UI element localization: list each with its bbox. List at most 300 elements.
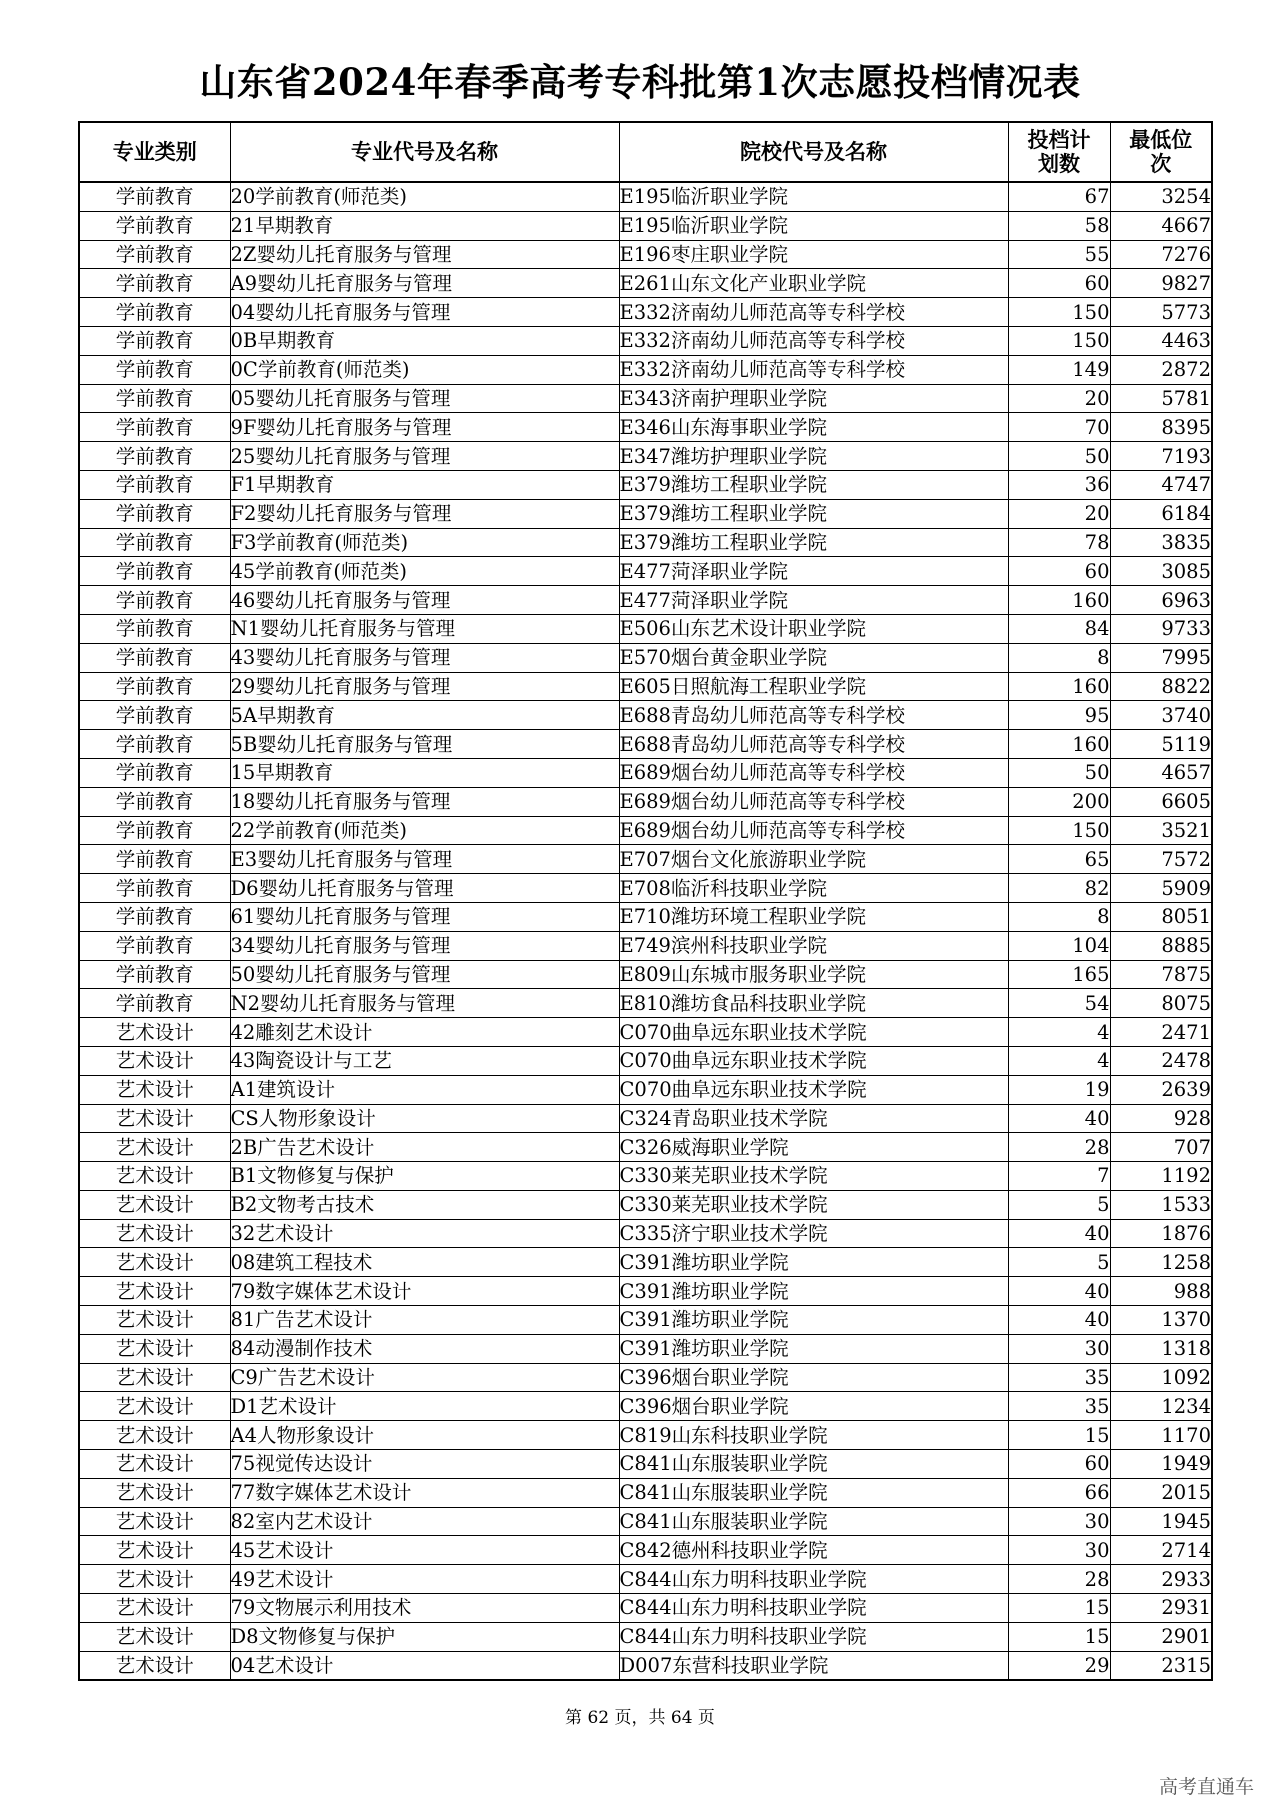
school-cell: C330莱芜职业技术学院 bbox=[619, 1190, 1008, 1219]
major-cell: 08建筑工程技术 bbox=[230, 1248, 619, 1277]
plan-count-cell: 60 bbox=[1008, 1450, 1110, 1479]
min-rank-cell: 1876 bbox=[1110, 1219, 1212, 1248]
plan-count-cell: 165 bbox=[1008, 960, 1110, 989]
school-cell: E605日照航海工程职业学院 bbox=[619, 672, 1008, 701]
major-cell: 25婴幼儿托育服务与管理 bbox=[230, 442, 619, 471]
major-cell: D8文物修复与保护 bbox=[230, 1622, 619, 1651]
major-cell: 79文物展示利用技术 bbox=[230, 1594, 619, 1623]
min-rank-cell: 5781 bbox=[1110, 384, 1212, 413]
category-cell: 学前教育 bbox=[79, 902, 230, 931]
major-cell: 82室内艺术设计 bbox=[230, 1507, 619, 1536]
plan-count-cell: 55 bbox=[1008, 240, 1110, 269]
category-cell: 艺术设计 bbox=[79, 1363, 230, 1392]
min-rank-cell: 8822 bbox=[1110, 672, 1212, 701]
category-cell: 艺术设计 bbox=[79, 1536, 230, 1565]
min-rank-cell: 1170 bbox=[1110, 1421, 1212, 1450]
category-cell: 学前教育 bbox=[79, 499, 230, 528]
table-row bbox=[79, 470, 1212, 499]
min-rank-cell: 1318 bbox=[1110, 1334, 1212, 1363]
school-cell: E707烟台文化旅游职业学院 bbox=[619, 845, 1008, 874]
min-rank-cell: 2478 bbox=[1110, 1046, 1212, 1075]
table-row bbox=[79, 902, 1212, 931]
category-cell: 学前教育 bbox=[79, 874, 230, 903]
major-cell: 45艺术设计 bbox=[230, 1536, 619, 1565]
school-cell: C842德州科技职业学院 bbox=[619, 1536, 1008, 1565]
school-cell: C396烟台职业学院 bbox=[619, 1392, 1008, 1421]
table-row bbox=[79, 845, 1212, 874]
table-row bbox=[79, 1622, 1212, 1651]
school-cell: C335济宁职业技术学院 bbox=[619, 1219, 1008, 1248]
category-cell: 艺术设计 bbox=[79, 1277, 230, 1306]
min-rank-cell: 1234 bbox=[1110, 1392, 1212, 1421]
category-cell: 学前教育 bbox=[79, 528, 230, 557]
plan-count-cell: 54 bbox=[1008, 989, 1110, 1018]
category-cell: 学前教育 bbox=[79, 384, 230, 413]
category-cell: 学前教育 bbox=[79, 701, 230, 730]
plan-count-cell: 28 bbox=[1008, 1565, 1110, 1594]
min-rank-cell: 6605 bbox=[1110, 787, 1212, 816]
table-row bbox=[79, 1507, 1212, 1536]
table-row bbox=[79, 1104, 1212, 1133]
school-cell: E689烟台幼儿师范高等专科学校 bbox=[619, 787, 1008, 816]
page-footer: 第 62 页，共 64 页 bbox=[565, 1708, 715, 1728]
plan-count-cell: 8 bbox=[1008, 902, 1110, 931]
min-rank-cell: 2639 bbox=[1110, 1075, 1212, 1104]
major-cell: B1文物修复与保护 bbox=[230, 1162, 619, 1191]
plan-count-cell: 78 bbox=[1008, 528, 1110, 557]
major-cell: 0B早期教育 bbox=[230, 326, 619, 355]
school-cell: C391潍坊职业学院 bbox=[619, 1277, 1008, 1306]
min-rank-cell: 3254 bbox=[1110, 182, 1212, 211]
min-rank-cell: 1092 bbox=[1110, 1363, 1212, 1392]
school-cell: C844山东力明科技职业学院 bbox=[619, 1594, 1008, 1623]
plan-count-cell: 15 bbox=[1008, 1622, 1110, 1651]
min-rank-cell: 1533 bbox=[1110, 1190, 1212, 1219]
admission-table bbox=[78, 121, 1213, 1681]
major-cell: E3婴幼儿托育服务与管理 bbox=[230, 845, 619, 874]
category-cell: 学前教育 bbox=[79, 672, 230, 701]
plan-count-cell: 15 bbox=[1008, 1594, 1110, 1623]
category-cell: 艺术设计 bbox=[79, 1565, 230, 1594]
min-rank-cell: 5119 bbox=[1110, 730, 1212, 759]
table-row bbox=[79, 787, 1212, 816]
category-cell: 艺术设计 bbox=[79, 1306, 230, 1335]
table-row bbox=[79, 874, 1212, 903]
category-cell: 艺术设计 bbox=[79, 1450, 230, 1479]
min-rank-cell: 7995 bbox=[1110, 643, 1212, 672]
header-category: 专业类别 bbox=[79, 122, 230, 182]
table-row bbox=[79, 1277, 1212, 1306]
major-cell: 04婴幼儿托育服务与管理 bbox=[230, 298, 619, 327]
table-row bbox=[79, 1133, 1212, 1162]
table-row bbox=[79, 211, 1212, 240]
category-cell: 学前教育 bbox=[79, 845, 230, 874]
min-rank-cell: 2933 bbox=[1110, 1565, 1212, 1594]
major-cell: 43婴幼儿托育服务与管理 bbox=[230, 643, 619, 672]
table-row bbox=[79, 1075, 1212, 1104]
school-cell: C391潍坊职业学院 bbox=[619, 1334, 1008, 1363]
plan-count-cell: 40 bbox=[1008, 1306, 1110, 1335]
min-rank-cell: 4747 bbox=[1110, 470, 1212, 499]
table-row bbox=[79, 1018, 1212, 1047]
major-cell: 05婴幼儿托育服务与管理 bbox=[230, 384, 619, 413]
plan-count-cell: 35 bbox=[1008, 1392, 1110, 1421]
table-row bbox=[79, 1651, 1212, 1680]
category-cell: 学前教育 bbox=[79, 787, 230, 816]
table-row bbox=[79, 730, 1212, 759]
category-cell: 艺术设计 bbox=[79, 1075, 230, 1104]
min-rank-cell: 2471 bbox=[1110, 1018, 1212, 1047]
table-row bbox=[79, 1421, 1212, 1450]
major-cell: 21早期教育 bbox=[230, 211, 619, 240]
plan-count-cell: 15 bbox=[1008, 1421, 1110, 1450]
plan-count-cell: 150 bbox=[1008, 298, 1110, 327]
table-row bbox=[79, 701, 1212, 730]
plan-count-cell: 60 bbox=[1008, 269, 1110, 298]
min-rank-cell: 1945 bbox=[1110, 1507, 1212, 1536]
watermark: 高考直通车 bbox=[1158, 1776, 1254, 1798]
category-cell: 艺术设计 bbox=[79, 1219, 230, 1248]
school-cell: E710潍坊环境工程职业学院 bbox=[619, 902, 1008, 931]
table-row bbox=[79, 586, 1212, 615]
plan-count-cell: 150 bbox=[1008, 816, 1110, 845]
school-cell: C326威海职业学院 bbox=[619, 1133, 1008, 1162]
table-row bbox=[79, 182, 1212, 211]
table-row bbox=[79, 1363, 1212, 1392]
school-cell: C844山东力明科技职业学院 bbox=[619, 1622, 1008, 1651]
table-row bbox=[79, 557, 1212, 586]
min-rank-cell: 3835 bbox=[1110, 528, 1212, 557]
min-rank-cell: 1192 bbox=[1110, 1162, 1212, 1191]
category-cell: 学前教育 bbox=[79, 211, 230, 240]
min-rank-cell: 9827 bbox=[1110, 269, 1212, 298]
category-cell: 学前教育 bbox=[79, 442, 230, 471]
header-min-rank: 最低位 次 bbox=[1110, 122, 1212, 182]
category-cell: 艺术设计 bbox=[79, 1162, 230, 1191]
major-cell: CS人物形象设计 bbox=[230, 1104, 619, 1133]
plan-count-cell: 160 bbox=[1008, 586, 1110, 615]
category-cell: 学前教育 bbox=[79, 557, 230, 586]
table-row bbox=[79, 1219, 1212, 1248]
school-cell: C391潍坊职业学院 bbox=[619, 1248, 1008, 1277]
table-row bbox=[79, 1536, 1212, 1565]
school-cell: E477菏泽职业学院 bbox=[619, 586, 1008, 615]
school-cell: E749滨州科技职业学院 bbox=[619, 931, 1008, 960]
plan-count-cell: 40 bbox=[1008, 1219, 1110, 1248]
category-cell: 学前教育 bbox=[79, 413, 230, 442]
major-cell: D1艺术设计 bbox=[230, 1392, 619, 1421]
major-cell: 81广告艺术设计 bbox=[230, 1306, 619, 1335]
plan-count-cell: 50 bbox=[1008, 442, 1110, 471]
min-rank-cell: 8395 bbox=[1110, 413, 1212, 442]
category-cell: 艺术设计 bbox=[79, 1594, 230, 1623]
school-cell: E196枣庄职业学院 bbox=[619, 240, 1008, 269]
major-cell: A9婴幼儿托育服务与管理 bbox=[230, 269, 619, 298]
table-row bbox=[79, 672, 1212, 701]
min-rank-cell: 1949 bbox=[1110, 1450, 1212, 1479]
plan-count-cell: 29 bbox=[1008, 1651, 1110, 1680]
category-cell: 学前教育 bbox=[79, 816, 230, 845]
school-cell: E689烟台幼儿师范高等专科学校 bbox=[619, 816, 1008, 845]
plan-count-cell: 60 bbox=[1008, 557, 1110, 586]
table-row bbox=[79, 643, 1212, 672]
table-row bbox=[79, 931, 1212, 960]
plan-count-cell: 160 bbox=[1008, 730, 1110, 759]
category-cell: 学前教育 bbox=[79, 326, 230, 355]
school-cell: E195临沂职业学院 bbox=[619, 182, 1008, 211]
plan-count-cell: 67 bbox=[1008, 182, 1110, 211]
table-row bbox=[79, 1334, 1212, 1363]
school-cell: C841山东服装职业学院 bbox=[619, 1507, 1008, 1536]
category-cell: 艺术设计 bbox=[79, 1622, 230, 1651]
plan-count-cell: 20 bbox=[1008, 499, 1110, 528]
school-cell: C324青岛职业技术学院 bbox=[619, 1104, 1008, 1133]
major-cell: 2B广告艺术设计 bbox=[230, 1133, 619, 1162]
category-cell: 学前教育 bbox=[79, 614, 230, 643]
school-cell: E570烟台黄金职业学院 bbox=[619, 643, 1008, 672]
header-plan-count: 投档计 划数 bbox=[1008, 122, 1110, 182]
school-cell: E688青岛幼儿师范高等专科学校 bbox=[619, 730, 1008, 759]
table-row bbox=[79, 1046, 1212, 1075]
school-cell: C844山东力明科技职业学院 bbox=[619, 1565, 1008, 1594]
category-cell: 艺术设计 bbox=[79, 1334, 230, 1363]
major-cell: 9F婴幼儿托育服务与管理 bbox=[230, 413, 619, 442]
major-cell: B2文物考古技术 bbox=[230, 1190, 619, 1219]
category-cell: 艺术设计 bbox=[79, 1478, 230, 1507]
major-cell: 49艺术设计 bbox=[230, 1565, 619, 1594]
plan-count-cell: 70 bbox=[1008, 413, 1110, 442]
table-row bbox=[79, 326, 1212, 355]
major-cell: N1婴幼儿托育服务与管理 bbox=[230, 614, 619, 643]
table-row bbox=[79, 413, 1212, 442]
table-row bbox=[79, 240, 1212, 269]
major-cell: 77数字媒体艺术设计 bbox=[230, 1478, 619, 1507]
major-cell: C9广告艺术设计 bbox=[230, 1363, 619, 1392]
category-cell: 学前教育 bbox=[79, 182, 230, 211]
plan-count-cell: 30 bbox=[1008, 1334, 1110, 1363]
table-row bbox=[79, 1450, 1212, 1479]
major-cell: 5B婴幼儿托育服务与管理 bbox=[230, 730, 619, 759]
min-rank-cell: 928 bbox=[1110, 1104, 1212, 1133]
min-rank-cell: 9733 bbox=[1110, 614, 1212, 643]
min-rank-cell: 2931 bbox=[1110, 1594, 1212, 1623]
major-cell: F2婴幼儿托育服务与管理 bbox=[230, 499, 619, 528]
plan-count-cell: 19 bbox=[1008, 1075, 1110, 1104]
school-cell: C070曲阜远东职业技术学院 bbox=[619, 1046, 1008, 1075]
school-cell: C819山东科技职业学院 bbox=[619, 1421, 1008, 1450]
category-cell: 艺术设计 bbox=[79, 1046, 230, 1075]
plan-count-cell: 149 bbox=[1008, 355, 1110, 384]
plan-count-cell: 30 bbox=[1008, 1507, 1110, 1536]
plan-count-cell: 4 bbox=[1008, 1046, 1110, 1075]
table-row bbox=[79, 1162, 1212, 1191]
major-cell: 75视觉传达设计 bbox=[230, 1450, 619, 1479]
school-cell: E379潍坊工程职业学院 bbox=[619, 499, 1008, 528]
min-rank-cell: 4463 bbox=[1110, 326, 1212, 355]
category-cell: 学前教育 bbox=[79, 269, 230, 298]
major-cell: 29婴幼儿托育服务与管理 bbox=[230, 672, 619, 701]
category-cell: 艺术设计 bbox=[79, 1018, 230, 1047]
min-rank-cell: 2315 bbox=[1110, 1651, 1212, 1680]
plan-count-cell: 200 bbox=[1008, 787, 1110, 816]
plan-count-cell: 20 bbox=[1008, 384, 1110, 413]
school-cell: E379潍坊工程职业学院 bbox=[619, 528, 1008, 557]
school-cell: E379潍坊工程职业学院 bbox=[619, 470, 1008, 499]
category-cell: 艺术设计 bbox=[79, 1392, 230, 1421]
school-cell: D007东营科技职业学院 bbox=[619, 1651, 1008, 1680]
category-cell: 艺术设计 bbox=[79, 1651, 230, 1680]
table-body bbox=[79, 182, 1212, 1680]
school-cell: E810潍坊食品科技职业学院 bbox=[619, 989, 1008, 1018]
major-cell: 43陶瓷设计与工艺 bbox=[230, 1046, 619, 1075]
min-rank-cell: 2015 bbox=[1110, 1478, 1212, 1507]
min-rank-cell: 8075 bbox=[1110, 989, 1212, 1018]
category-cell: 艺术设计 bbox=[79, 1248, 230, 1277]
category-cell: 艺术设计 bbox=[79, 1190, 230, 1219]
min-rank-cell: 2901 bbox=[1110, 1622, 1212, 1651]
min-rank-cell: 3740 bbox=[1110, 701, 1212, 730]
table-row bbox=[79, 989, 1212, 1018]
plan-count-cell: 160 bbox=[1008, 672, 1110, 701]
category-cell: 艺术设计 bbox=[79, 1421, 230, 1450]
category-cell: 学前教育 bbox=[79, 240, 230, 269]
school-cell: E506山东艺术设计职业学院 bbox=[619, 614, 1008, 643]
table-row bbox=[79, 528, 1212, 557]
plan-count-cell: 104 bbox=[1008, 931, 1110, 960]
min-rank-cell: 7193 bbox=[1110, 442, 1212, 471]
header-major: 专业代号及名称 bbox=[230, 122, 619, 182]
table-row bbox=[79, 269, 1212, 298]
school-cell: C330莱芜职业技术学院 bbox=[619, 1162, 1008, 1191]
plan-count-cell: 150 bbox=[1008, 326, 1110, 355]
min-rank-cell: 1258 bbox=[1110, 1248, 1212, 1277]
min-rank-cell: 6963 bbox=[1110, 586, 1212, 615]
min-rank-cell: 3085 bbox=[1110, 557, 1212, 586]
major-cell: 15早期教育 bbox=[230, 758, 619, 787]
plan-count-cell: 5 bbox=[1008, 1248, 1110, 1277]
category-cell: 学前教育 bbox=[79, 586, 230, 615]
school-cell: E332济南幼儿师范高等专科学校 bbox=[619, 355, 1008, 384]
major-cell: F1早期教育 bbox=[230, 470, 619, 499]
category-cell: 学前教育 bbox=[79, 989, 230, 1018]
table-row bbox=[79, 1392, 1212, 1421]
school-cell: C070曲阜远东职业技术学院 bbox=[619, 1075, 1008, 1104]
major-cell: 50婴幼儿托育服务与管理 bbox=[230, 960, 619, 989]
category-cell: 学前教育 bbox=[79, 960, 230, 989]
min-rank-cell: 5773 bbox=[1110, 298, 1212, 327]
major-cell: A4人物形象设计 bbox=[230, 1421, 619, 1450]
plan-count-cell: 66 bbox=[1008, 1478, 1110, 1507]
plan-count-cell: 40 bbox=[1008, 1104, 1110, 1133]
school-cell: C396烟台职业学院 bbox=[619, 1363, 1008, 1392]
school-cell: C841山东服装职业学院 bbox=[619, 1450, 1008, 1479]
page-title: 山东省2024年春季高考专科批第1次志愿投档情况表 bbox=[199, 60, 1081, 104]
school-cell: E809山东城市服务职业学院 bbox=[619, 960, 1008, 989]
school-cell: C070曲阜远东职业技术学院 bbox=[619, 1018, 1008, 1047]
category-cell: 学前教育 bbox=[79, 298, 230, 327]
category-cell: 艺术设计 bbox=[79, 1133, 230, 1162]
school-cell: E346山东海事职业学院 bbox=[619, 413, 1008, 442]
plan-count-cell: 95 bbox=[1008, 701, 1110, 730]
plan-count-cell: 84 bbox=[1008, 614, 1110, 643]
major-cell: F3学前教育(师范类) bbox=[230, 528, 619, 557]
major-cell: 2Z婴幼儿托育服务与管理 bbox=[230, 240, 619, 269]
school-cell: E708临沂科技职业学院 bbox=[619, 874, 1008, 903]
school-cell: E261山东文化产业职业学院 bbox=[619, 269, 1008, 298]
category-cell: 艺术设计 bbox=[79, 1507, 230, 1536]
category-cell: 学前教育 bbox=[79, 758, 230, 787]
plan-count-cell: 82 bbox=[1008, 874, 1110, 903]
school-cell: E332济南幼儿师范高等专科学校 bbox=[619, 298, 1008, 327]
school-cell: E347潍坊护理职业学院 bbox=[619, 442, 1008, 471]
table-row bbox=[79, 1565, 1212, 1594]
category-cell: 艺术设计 bbox=[79, 1104, 230, 1133]
table-row bbox=[79, 1248, 1212, 1277]
category-cell: 学前教育 bbox=[79, 643, 230, 672]
category-cell: 学前教育 bbox=[79, 730, 230, 759]
school-cell: E689烟台幼儿师范高等专科学校 bbox=[619, 758, 1008, 787]
min-rank-cell: 7875 bbox=[1110, 960, 1212, 989]
school-cell: C391潍坊职业学院 bbox=[619, 1306, 1008, 1335]
min-rank-cell: 7572 bbox=[1110, 845, 1212, 874]
major-cell: 34婴幼儿托育服务与管理 bbox=[230, 931, 619, 960]
table-row bbox=[79, 384, 1212, 413]
min-rank-cell: 2714 bbox=[1110, 1536, 1212, 1565]
plan-count-cell: 28 bbox=[1008, 1133, 1110, 1162]
school-cell: E195临沂职业学院 bbox=[619, 211, 1008, 240]
major-cell: 18婴幼儿托育服务与管理 bbox=[230, 787, 619, 816]
school-cell: E332济南幼儿师范高等专科学校 bbox=[619, 326, 1008, 355]
plan-count-cell: 36 bbox=[1008, 470, 1110, 499]
plan-count-cell: 40 bbox=[1008, 1277, 1110, 1306]
min-rank-cell: 3521 bbox=[1110, 816, 1212, 845]
plan-count-cell: 4 bbox=[1008, 1018, 1110, 1047]
major-cell: D6婴幼儿托育服务与管理 bbox=[230, 874, 619, 903]
plan-count-cell: 50 bbox=[1008, 758, 1110, 787]
min-rank-cell: 8051 bbox=[1110, 902, 1212, 931]
major-cell: 45学前教育(师范类) bbox=[230, 557, 619, 586]
table-row bbox=[79, 499, 1212, 528]
category-cell: 学前教育 bbox=[79, 470, 230, 499]
table-row bbox=[79, 960, 1212, 989]
min-rank-cell: 7276 bbox=[1110, 240, 1212, 269]
min-rank-cell: 2872 bbox=[1110, 355, 1212, 384]
school-cell: E477菏泽职业学院 bbox=[619, 557, 1008, 586]
table-row bbox=[79, 298, 1212, 327]
major-cell: 79数字媒体艺术设计 bbox=[230, 1277, 619, 1306]
plan-count-cell: 65 bbox=[1008, 845, 1110, 874]
school-cell: E343济南护理职业学院 bbox=[619, 384, 1008, 413]
category-cell: 学前教育 bbox=[79, 931, 230, 960]
major-cell: 42雕刻艺术设计 bbox=[230, 1018, 619, 1047]
major-cell: 22学前教育(师范类) bbox=[230, 816, 619, 845]
major-cell: 61婴幼儿托育服务与管理 bbox=[230, 902, 619, 931]
table-row bbox=[79, 1478, 1212, 1507]
major-cell: 46婴幼儿托育服务与管理 bbox=[230, 586, 619, 615]
min-rank-cell: 1370 bbox=[1110, 1306, 1212, 1335]
table-row bbox=[79, 758, 1212, 787]
table-row bbox=[79, 1594, 1212, 1623]
header-school: 院校代号及名称 bbox=[619, 122, 1008, 182]
plan-count-cell: 30 bbox=[1008, 1536, 1110, 1565]
table-row bbox=[79, 355, 1212, 384]
category-cell: 学前教育 bbox=[79, 355, 230, 384]
plan-count-cell: 8 bbox=[1008, 643, 1110, 672]
table-row bbox=[79, 816, 1212, 845]
major-cell: A1建筑设计 bbox=[230, 1075, 619, 1104]
major-cell: 20学前教育(师范类) bbox=[230, 182, 619, 211]
min-rank-cell: 6184 bbox=[1110, 499, 1212, 528]
